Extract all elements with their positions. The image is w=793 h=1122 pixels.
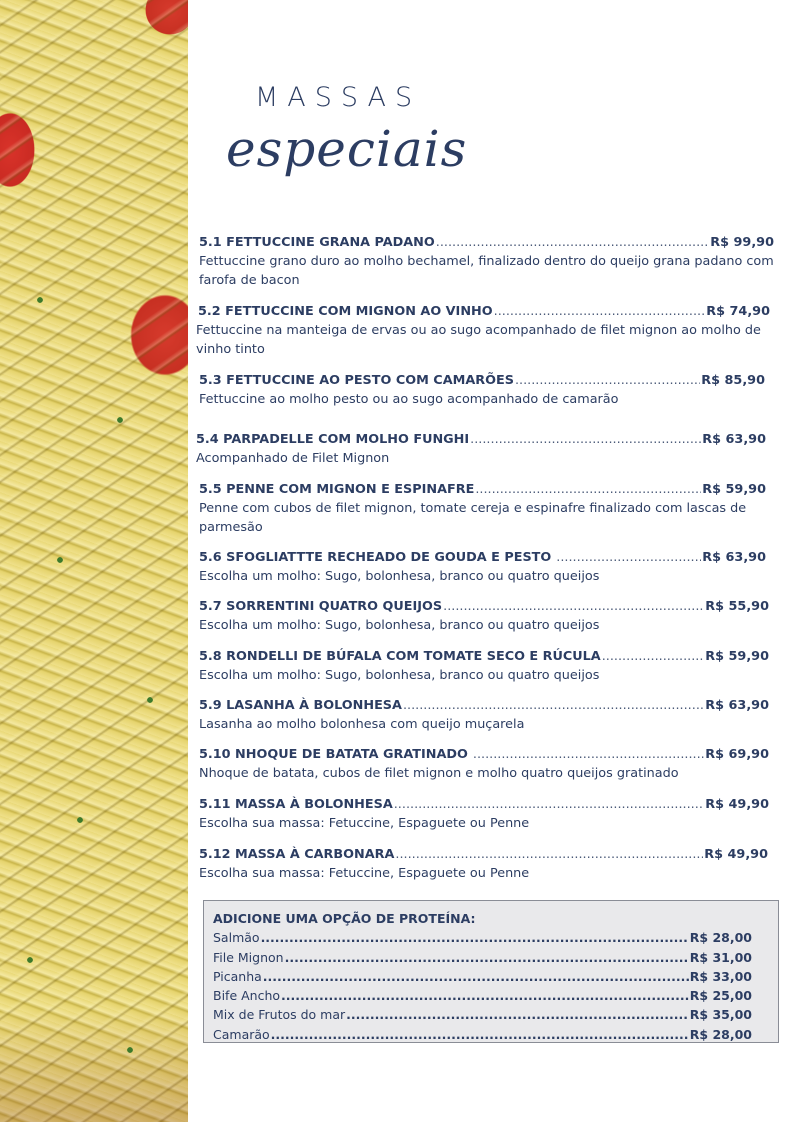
item-name: 5.10 NHOQUE DE BATATA GRATINADO — [199, 747, 468, 762]
item-price: R$ 55,90 — [705, 599, 769, 614]
dot-leader — [394, 795, 705, 814]
item-description: Penne com cubos de filet mignon, tomate cereja e espinafre finalizado com lascas de parmesão — [199, 501, 747, 535]
menu-item — [199, 233, 774, 290]
dot-leader — [473, 745, 704, 764]
dot-leader — [271, 1025, 689, 1044]
dot-leader — [443, 597, 704, 616]
protein-name: Salmão — [213, 930, 260, 946]
protein-addon-box — [203, 900, 779, 1043]
protein-option — [213, 986, 752, 1005]
menu-item — [199, 845, 768, 883]
item-description: Escolha um molho: Sugo, bolonhesa, branco ou quatro queijos — [199, 668, 600, 683]
item-description: Lasanha ao molho bolonhesa com queijo muçarela — [199, 717, 525, 732]
protein-option — [213, 1005, 752, 1024]
menu-item — [196, 430, 766, 468]
menu-item — [199, 597, 769, 635]
page-subtitle-script — [222, 120, 532, 190]
protein-name: Bife Ancho — [213, 988, 281, 1004]
dot-leader — [602, 647, 705, 666]
item-description: Fettuccine na manteiga de ervas ou ao sugo acompanhado de filet mignon ao molho de vinho tinto — [196, 323, 761, 357]
dot-leader — [263, 967, 689, 986]
protein-option — [213, 1025, 752, 1044]
item-name: 5.2 FETTUCCINE COM MIGNON AO VINHO — [198, 304, 493, 319]
item-name: 5.1 FETTUCCINE GRANA PADANO — [199, 235, 435, 250]
page-title: MASSAS — [255, 82, 422, 113]
menu-item — [199, 745, 769, 783]
item-price: R$ 63,90 — [702, 432, 766, 447]
item-name: 5.6 SFOGLIATTTE RECHEADO DE GOUDA E PESTO — [199, 550, 552, 565]
item-price: R$ 85,90 — [701, 373, 765, 388]
dot-leader — [285, 948, 689, 967]
item-name: 5.12 MASSA À CARBONARA — [199, 847, 395, 862]
item-description: Escolha um molho: Sugo, bolonhesa, branco ou quatro queijos — [199, 618, 600, 633]
menu-item — [199, 371, 765, 409]
item-description: Escolha sua massa: Fetuccine, Espaguete ou Penne — [199, 866, 530, 881]
item-price: R$ 69,90 — [705, 747, 769, 762]
dot-leader — [494, 302, 706, 321]
item-price: R$ 74,90 — [706, 304, 770, 319]
dot-leader — [346, 1005, 689, 1024]
item-price: R$ 63,90 — [702, 550, 766, 565]
protein-title: ADICIONE UMA OPÇÃO DE PROTEÍNA: — [213, 911, 476, 926]
item-price: R$ 49,90 — [705, 797, 769, 812]
item-name: 5.5 PENNE COM MIGNON E ESPINAFRE — [199, 482, 475, 497]
item-price: R$ 99,90 — [710, 235, 774, 250]
menu-item — [199, 696, 769, 734]
dot-leader — [515, 371, 700, 390]
protein-price: R$ 25,00 — [689, 988, 752, 1004]
dot-leader — [403, 696, 704, 715]
item-price: R$ 49,90 — [704, 847, 768, 862]
dot-leader — [436, 233, 710, 252]
item-description: Fettuccine ao molho pesto ou ao sugo acompanhado de camarão — [199, 392, 619, 407]
menu-item — [199, 480, 766, 537]
item-price: R$ 59,90 — [705, 649, 769, 664]
protein-option — [213, 928, 752, 947]
item-name: 5.3 FETTUCCINE AO PESTO COM CAMARÕES — [199, 373, 514, 388]
dot-leader — [395, 845, 703, 864]
protein-option — [213, 967, 752, 986]
item-name: 5.7 SORRENTINI QUATRO QUEIJOS — [199, 599, 443, 614]
dot-leader — [281, 986, 689, 1005]
menu-item — [199, 647, 769, 685]
protein-name: Mix de Frutos do mar — [213, 1007, 346, 1023]
protein-price: R$ 35,00 — [689, 1007, 752, 1023]
protein-option — [213, 948, 752, 967]
item-description: Nhoque de batata, cubos de filet mignon e molho quatro queijos gratinado — [199, 766, 679, 781]
protein-name: File Mignon — [213, 949, 284, 965]
protein-price: R$ 33,00 — [689, 968, 752, 984]
item-description: Acompanhado de Filet Mignon — [196, 451, 390, 466]
item-description: Fettuccine grano duro ao molho bechamel, finalizado dentro do queijo grana padano com farofa de bacon — [199, 254, 774, 288]
protein-price: R$ 31,00 — [689, 949, 752, 965]
dot-leader — [556, 548, 701, 567]
item-description: Escolha um molho: Sugo, bolonhesa, branco ou quatro queijos — [199, 569, 600, 584]
protein-price: R$ 28,00 — [689, 1026, 752, 1042]
page-subtitle: especiais — [226, 120, 468, 178]
item-price: R$ 59,90 — [702, 482, 766, 497]
menu-item — [199, 795, 769, 833]
item-name: 5.8 RONDELLI DE BÚFALA COM TOMATE SECO E RÚCULA — [199, 649, 601, 664]
item-name: 5.4 PARPADELLE COM MOLHO FUNGHI — [196, 432, 470, 447]
protein-price: R$ 28,00 — [689, 930, 752, 946]
item-name: 5.11 MASSA À BOLONHESA — [199, 797, 393, 812]
protein-name: Picanha — [213, 968, 262, 984]
dot-leader — [475, 480, 701, 499]
menu-item — [199, 548, 766, 586]
dot-leader — [261, 928, 689, 947]
item-price: R$ 63,90 — [705, 698, 769, 713]
item-description: Escolha sua massa: Fetuccine, Espaguete ou Penne — [199, 816, 530, 831]
pasta-photo — [0, 0, 188, 1122]
protein-name: Camarão — [213, 1026, 270, 1042]
menu-item — [196, 302, 770, 359]
item-name: 5.9 LASANHA À BOLONHESA — [199, 698, 402, 713]
dot-leader — [470, 430, 701, 449]
